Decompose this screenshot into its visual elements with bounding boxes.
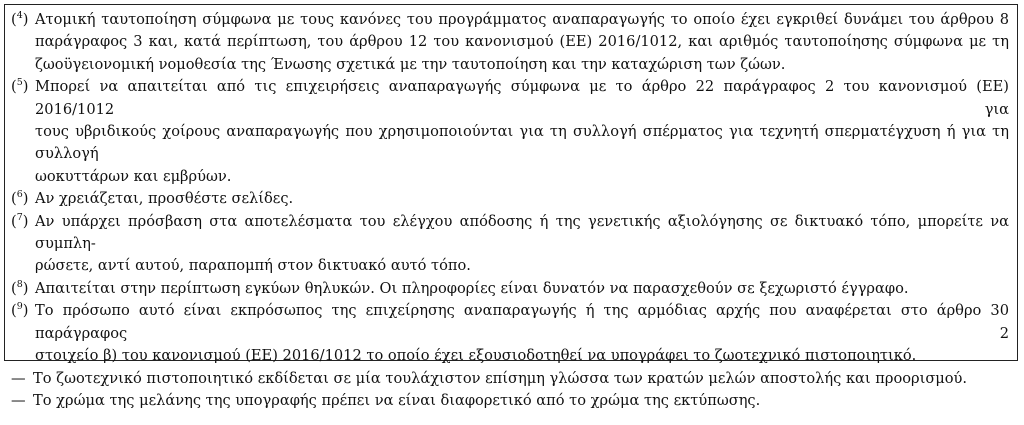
footnote-line: Αν χρειάζεται, προσθέστε σελίδες. — [35, 190, 294, 208]
dash-note-2 — [11, 390, 1009, 412]
footnote-line: ωοκυττάρων και εμβρύων. — [35, 167, 232, 185]
footnote-text — [35, 9, 1009, 76]
dash-marker: — — [11, 391, 26, 409]
footnote-text — [35, 278, 1009, 300]
footnote-text — [35, 188, 1009, 210]
dash-marker: — — [11, 369, 26, 387]
footnote-marker: ($^8$) — [11, 278, 29, 297]
dash-note-text: Το χρώμα της μελάνης της υπογραφής πρέπει να είναι διαφορετικό από το χρώμα της εκτύπωσης. — [33, 391, 761, 409]
footnote-text — [35, 76, 1009, 188]
footnote-marker: ($^5$) — [11, 77, 29, 96]
footnote-line: στοιχείο β) του κανονισμού (ΕΕ) 2016/1012 το οποίο έχει εξουσιοδοτηθεί να υπογράφει το ζωοτεχνικό πιστοποιητικό. — [35, 347, 917, 365]
footnote-6 — [11, 188, 1009, 210]
footnote-5 — [11, 76, 1009, 188]
footnote-marker: ($^7$) — [11, 211, 29, 230]
footnotes-box — [4, 4, 1018, 409]
footnote-line: Μπορεί να απαιτείται από τις επιχειρήσεις αναπαραγωγής σύμφωνα με το άρθρο 22 παράγραφος 2 του κανονισμού (ΕΕ) 2016/1012 για — [35, 78, 1009, 118]
dash-note-text: Το ζωοτεχνικό πιστοποιητικό εκδίδεται σε μία τουλάχιστον επίσημη γλώσσα των κρατών μελών αποστολής και προορισμού. — [33, 369, 968, 387]
footnote-7 — [11, 211, 1009, 278]
footnote-marker: ($^9$) — [11, 301, 29, 320]
footnote-line: τους υβριδικούς χοίρους αναπαραγωγής που χρησιμοποιούνται για τη συλλογή σπέρματος για τεχνητή σπερματέγχυση ή για τη συλλογή — [35, 123, 1009, 163]
footnote-marker: ($^6$) — [11, 189, 29, 208]
footnote-line: Αν υπάρχει πρόσβαση στα αποτελέσματα του ελέγχου απόδοσης ή της γενετικής αξιολόγησης σε δικτυακό τόπο, μπορείτε να συμπλη- — [35, 212, 1009, 253]
footnote-8 — [11, 278, 1009, 300]
footnote-4 — [11, 9, 1009, 76]
footnote-text — [35, 300, 1009, 367]
footnote-line: Ατομική ταυτοποίηση σύμφωνα με τους κανόνες του προγράμματος αναπαραγωγής το οποίο έχει εγκριθεί δυνάμει του άρθρου 8 — [35, 11, 1009, 28]
footnote-9 — [11, 300, 1009, 367]
dash-note-1 — [11, 368, 1009, 390]
footnote-line: Απαιτείται στην περίπτωση εγκύων θηλυκών. Οι πληροφορίες είναι δυνατόν να παρασχεθούν σε ξεχωριστό έγγραφο. — [35, 279, 909, 297]
footnote-line: ζωοϋγειονομική νομοθεσία της Ένωσης σχετικά με την ταυτοποίηση και την καταχώριση των ζώων. — [35, 55, 786, 73]
footnote-line: Το πρόσωπο αυτό είναι εκπρόσωπος της επιχείρησης αναπαραγωγής ή της αρμόδιας αρχής που αναφέρεται στο άρθρο 30 παράγραφος 2 — [35, 302, 1009, 342]
footnote-marker: ($^4$) — [11, 10, 29, 28]
footnote-line: ρώσετε, αντί αυτού, παραπομπή στον δικτυακό αυτό τόπο. — [35, 257, 471, 275]
footnote-text — [35, 211, 1009, 278]
footnote-line: παράγραφος 3 και, κατά περίπτωση, του άρθρου 12 του κανονισμού (ΕΕ) 2016/1012, και αριθμός ταυτοποίησης σύμφωνα με τη — [35, 33, 1009, 51]
